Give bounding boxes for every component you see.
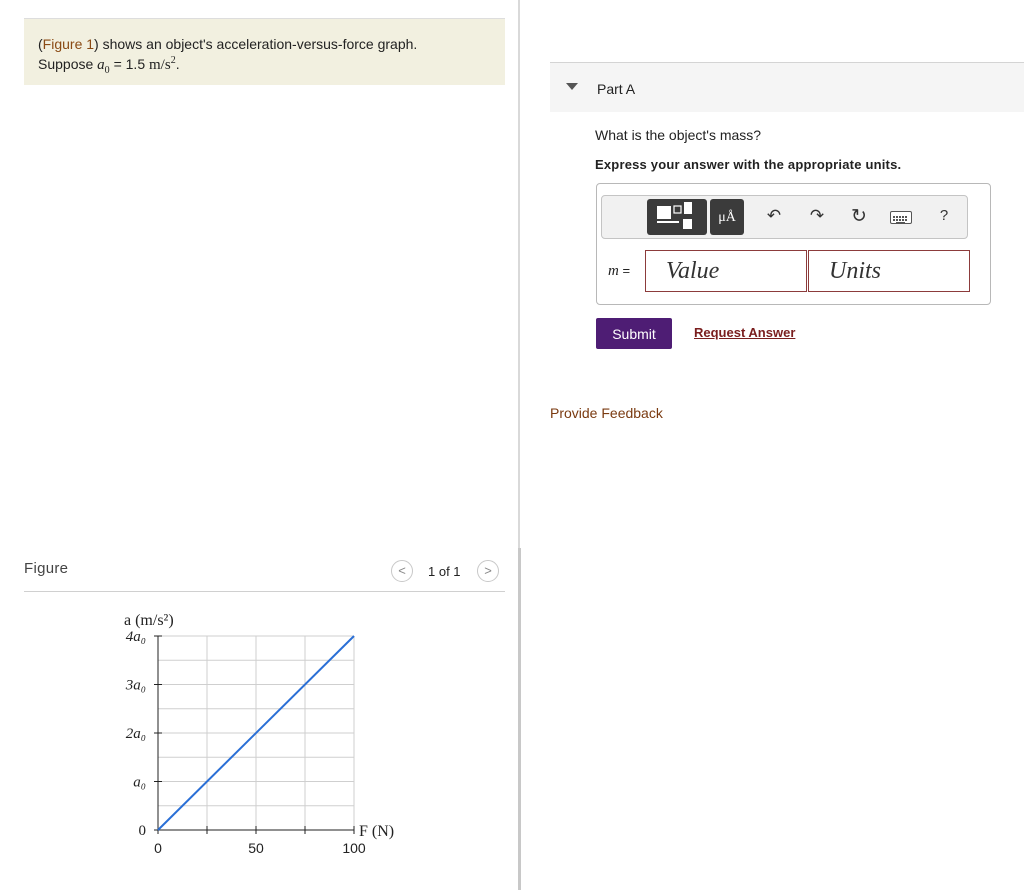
instruction-text: Express your answer with the appropriate units. (595, 157, 902, 172)
paren-open: ( (38, 36, 43, 52)
figure-link[interactable]: Figure 1 (42, 36, 95, 52)
a0-letter: a (97, 57, 105, 73)
x-tick-label: 0 (154, 840, 162, 856)
templates-icon (647, 199, 707, 235)
y-axis-label: a (m/s²) (124, 612, 174, 629)
templates-button[interactable] (647, 199, 707, 235)
problem-line-2 (38, 55, 180, 76)
a0-unit (149, 57, 176, 73)
keyboard-icon[interactable] (890, 211, 912, 224)
unit-base: m/s (149, 57, 171, 73)
units-button[interactable]: μÅ (710, 199, 744, 235)
reset-icon[interactable]: ↻ (851, 206, 867, 227)
acceleration-force-chart (100, 604, 420, 864)
figure-divider (24, 591, 505, 592)
x-axis-label: F (N) (359, 823, 395, 840)
a0-symbol (97, 57, 110, 76)
a0-value: 1.5 (125, 56, 146, 72)
provide-feedback-link[interactable]: Provide Feedback (550, 405, 663, 421)
y-tick-label: 3a₀ (125, 677, 146, 694)
y-tick-label: 4a₀ (125, 629, 146, 645)
problem-statement (24, 18, 505, 85)
submit-button[interactable]: Submit (596, 318, 672, 349)
variable-symbol: m (608, 263, 619, 279)
x-tick-label: 100 (342, 840, 366, 856)
problem-text: ) shows an object's acceleration-versus-force graph. (94, 36, 418, 52)
redo-icon[interactable]: ↷ (809, 206, 825, 225)
equals-sign: = (113, 56, 122, 72)
variable-label (608, 263, 630, 280)
value-input[interactable] (645, 250, 807, 292)
unit-exponent: 2 (170, 55, 176, 66)
keyboard-keys-icon (891, 214, 911, 225)
a0-subscript: 0 (104, 65, 110, 76)
collapse-caret-icon[interactable] (566, 83, 578, 90)
undo-icon[interactable]: ↶ (766, 206, 782, 225)
period: . (175, 56, 180, 72)
x-tick-label: 50 (248, 840, 264, 856)
part-a-label: Part A (597, 81, 636, 97)
request-answer-link[interactable]: Request Answer (694, 325, 796, 340)
units-input[interactable] (808, 250, 970, 292)
suppose-text: Suppose (38, 56, 94, 72)
y-tick-label: 0 (138, 823, 146, 839)
problem-line-1 (38, 36, 417, 52)
help-icon[interactable]: ? (939, 207, 949, 224)
y-tick-label: a₀ (133, 774, 146, 791)
variable-equals: = (622, 263, 631, 278)
next-figure-button[interactable]: > (477, 560, 499, 582)
previous-figure-button[interactable]: < (391, 560, 413, 582)
figure-title: Figure (24, 560, 69, 577)
y-tick-label: 2a₀ (125, 726, 146, 742)
figure-page-indicator: 1 of 1 (428, 564, 461, 579)
panel-divider-lower (518, 548, 521, 890)
question-text: What is the object's mass? (595, 127, 762, 143)
